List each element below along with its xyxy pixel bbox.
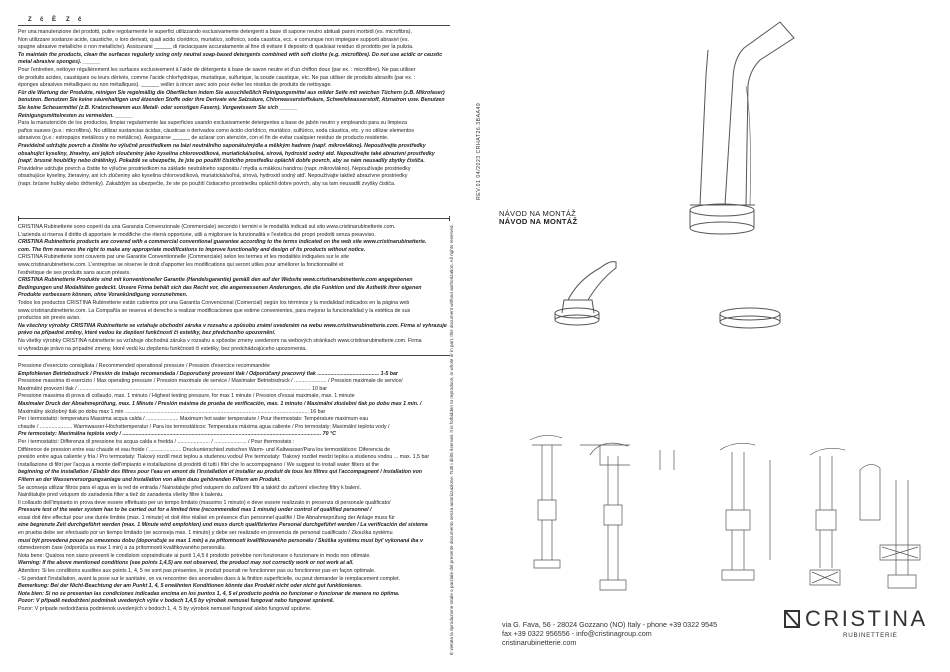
divider <box>18 218 450 219</box>
company-website[interactable]: cristinarubinetterie.com <box>502 638 577 647</box>
warranty-line: Bedingungen und Modalitäten gedeckt. Unsere Firma behält sich das Recht vor, die angemessenen Änderungen, die die Funktion und die Ästhetik ihrer eigenen <box>18 284 422 291</box>
care-line: metal abrasive sponges). ______ <box>18 59 101 66</box>
specs-line: Pre termostaty: Maximálna teplota vody / ....................................................................................................................................... 70 °C <box>18 431 336 438</box>
specs-line: en prueba debe ser efectuado por un tiempo limitado (se aconseja max. 1 minuto) y debe ser realizado en presencia de personal cualificado / Zkouška systému <box>18 530 393 537</box>
care-line: Pravidelně udržujte povrch a čistěte ho výlučně prostředkem na bázi neutrálního saponátu/mýdla a měkkým hadrem (např. mikrovlákno). Nepoužívejte prostředky <box>18 142 426 149</box>
doc-reference: REV.01 04/2023 CRHAT26.3BAA49 <box>476 102 482 200</box>
care-line: To maintain the products, clean the surfaces regularly using only neutral soap-based detergents combined with soft cloths (e.g. microfibre). Do not use acidic or caustic <box>18 51 443 58</box>
specs-line: Maximální provozní tlak / .............................................................................................................................................................. 10 bar <box>18 385 328 392</box>
company-contact: fax +39 0322 956556 - info@cristinagroup.com <box>502 629 652 638</box>
brand-logo: CRISTINA <box>805 606 928 631</box>
care-line: Für die Wartung der Produkte, reinigen Sie regelmäßig die Oberflächen indem Sie ausschließlich Reinigungsmittel aus milder Seife mit weichen Tüchern (z.B. Mikrofaser) <box>18 89 445 96</box>
warranty-line: Na všetky výrobky CRISTINA rubinetterie sa vzťahuje obchodná záruka v rozsahu a spôsobe zmeny uvedenom na webových stránkach www.cristinarubinetterie.com. Firma <box>18 337 422 344</box>
warranty-line: Produkte verbessern können, ohne Vorankündigung vorzunehmen. <box>18 292 188 299</box>
specs-line: Différence de pression entre eau chaude et eau froide / ...................... Druckunterschied zwischen Warm- und Kaltwasser/Para los termostáticos: Diferencia de <box>18 446 391 453</box>
installation-diagram-1 <box>530 435 630 568</box>
specs-line: Nota bene: Qualora non siano presenti le condizioni sopraindicate ai punti 1,4,5 il prodotto potrebbe non funzionare o funzionare in modo non ottimale. <box>18 552 371 559</box>
warranty-line: Na všechny výrobky CRISTINA Rubinetterie se vztahuje obchodní záruka v rozsahu a způsobu známí uvedeném na webu www.cristinarubinetterie.com. Firma si vyhrazuje <box>18 322 447 329</box>
technical-specs <box>18 363 450 614</box>
specs-line: chaude / ...................... Warmwasser-Höchsttemperatur / Para los termostáticos: Temperatura máxima agua caliente / Pro termostaty: Maximální teplota vody / <box>18 423 390 430</box>
warranty-line: CRISTINA Rubinetterie products are covered with a commercial conventional guarantee according to the terms indicated on the web site www.cristinarubinetterie. <box>18 239 427 246</box>
warranty-line: l'esthétique de ses produits sans aucun préavis. <box>18 269 131 276</box>
legal-note-vertical: È vietata la riproduzione totale o parziale del presente documento senza autorizzazione. Tutti i diritti riservati. It is forbidden to reproduce, in whole or in part, this document without authorization. All rights reserved. <box>449 224 454 655</box>
specs-line: Pozor: V prípade nedodržania podmienok uvedených v bodoch 1, 4, 5 by výrobok nemusel fungovať alebo fungovať správne. <box>18 606 312 612</box>
text-column <box>18 0 450 672</box>
specs-line: Pressure test of the water system has to be carried out for a limited time (recommended max 1 minute) under control of qualified personnel / <box>18 507 372 514</box>
specs-line: presión entre agua caliente y fría / Pro termostaty: Tlakový rozdíl mezi teplou a studenou vodou/ Pre termostaty: Tlakový rozdiel medzi teplou a studenou vodou ... max. 1,5 bar <box>18 454 430 461</box>
divider <box>18 355 450 356</box>
care-line: (napr. brúsne hubky alebo drôtenky). Zakaždým sa ubezpečte, že ste po použití čistiaceho prostriedku opláchli dobre povrch, aby sa tam neusadili zvyšky čističa. <box>18 180 396 187</box>
specs-line: Installazione di filtri per l'acqua a monte dell'impianto e installazione di prodotti di tutti i filtri che lo accompagnano / We suggest to install water filters at the <box>18 461 379 468</box>
header-symbol: Z <box>28 17 35 23</box>
care-line: Non utilizzare sostanze acide, caustiche, o loro derivati, quali acido cloridrico, muriatico, solforico, soda caustica, ecc. e comunque non impiegare supporti abrasivi (es. <box>18 36 409 43</box>
specs-line: Il collaudo dell'impianto in prova deve essere effettuato per un tempo limitato (massimo 1 minuto) e deve essere realizzato in presenza di personale qualificato/ <box>18 499 391 506</box>
care-line: abrasivos (p.e.: estropajos metálicos y no metálicos). Asegurarse ______ de aclarar con atención, con el fin de evitar cualquier residuo de producto residente. <box>18 135 389 142</box>
warranty-section <box>18 224 450 353</box>
specs-line: Nainštalujte pred vstupom do zariadenia filter a tiež do zariadenia všetky filtre k baleniu. <box>18 492 224 499</box>
care-line: obsahujúce kyseliny, žieraviny, ani ich zlúčeniny ako kyselina chlorovodíková, muriatická/soľná, sírová, hydroxid sodný atď. Nepoužívajte taktiež abrazívne prostriedky <box>18 173 408 180</box>
product-drawings <box>520 0 945 600</box>
warranty-line: com. The firm reserves the right to make any appropriate modifications to improve functionality and design of its products without notice. <box>18 246 366 253</box>
care-line: éponges abrasives métalliques ou non métalliques). ______ veiller à rincer avec soin pour éviter les résidus de produits de nettoyage. <box>18 82 332 89</box>
manual-title-sk: NÁVOD NA MONTÁŽ <box>499 217 578 226</box>
base-drawing <box>720 308 780 328</box>
spout-drawing <box>690 22 794 234</box>
installation-diagram-4 <box>810 448 920 588</box>
care-line: benutzen. Benutzen Sie keine säurehaltigen und ätzenden Stoffe oder ihre Derivate wie Salzsäure, Chlorwasserstoffsäure, Schwefelwasserstoff, Ätznatron usw. Benutzen <box>18 97 445 104</box>
manual-title-cz: NÁVOD NA MONTÁŽ <box>499 209 577 218</box>
specs-line: Pozor: V případě nedodržení podmínek uvedených výše v bodech 1,4,5 by výrobek nemusel fungovat nebo fungovat správně. <box>18 598 335 605</box>
divider <box>18 25 450 26</box>
specs-line: Bemerkung: Bei der Nicht-Beachtung der am Punkt 1, 4, 5 erwähnten Konditionen könnte das Produkt nicht oder nicht gut funktionieren. <box>18 583 363 590</box>
specs-line: beginning of the installation / Etablir des filtres pour l'eau en amont de l'installation et installer au produit de tous les filtres qui l'accompagnent / Installation von <box>18 469 423 476</box>
specs-line: Pressione massima di esercizio / Max operating pressure / Pression maximale de service / Maximaler Betriebsdruck / ...................... / Pression maximale de service/ <box>18 378 403 385</box>
header-symbol: č <box>78 17 85 23</box>
specs-line: eine begrenzte Zeit durchgeführt werden (max. 1 Minute wird empfohlen) und muss durch qualifiziertes Personal durchgeführt werden / La verificación del sistema <box>18 522 428 529</box>
specs-line: obmedzenom čase (odporúča sa max 1 min) a za prítomnosti kvalifikovaného personálu. <box>18 545 226 552</box>
care-line: obsahující kyseliny, žíraviny, ani jejich sloučeniny jako kyselina chlorovodíková, muriatická/solná, sírová, hydroxid sodný atd. Nepoužívejte také abrazivní prostředky <box>18 150 435 157</box>
care-line: Pravidelne udržujte povrch a čistite ho výlučne prostriedkom na základe neutrálneho saponátu / mydla a mäkkou handrou (napr. mikrovlákno). Nepoužívajte prostriedky <box>18 165 411 172</box>
care-line: de produits acides, caustiques ou leurs dérivés, comme l'acide chlorhydrique, muriatique, sulfurique, la soude caustique, etc. Ne pas utiliser de produits abrasifs (par ex. : <box>18 74 416 81</box>
specs-line: essai doit être effectué pour une durée limitée (max. 1 minute) et doit être réalisé en présence d'un personnel qualifié / Die Abnahmeprüfung der Anlage muss für <box>18 514 395 521</box>
specs-line: Pressione d'esercizio consigliata / Recommended operational pressure / Pression d'exercice recommandée <box>18 363 270 369</box>
specs-line: musí být provedená pouze po omezenou dobu (doporučuje se max 1 min) a za přítomnosti kvalifikovaného personálu / Skúška systému musí byť vykonaná iba v <box>18 537 423 544</box>
cristina-logo-icon <box>783 609 801 629</box>
care-line: Sie keine Scheuermittel (z.B. Kratzschwamm aus Metall- oder sonstigen Fasern). Vergewissern Sie sich ______ <box>18 104 298 111</box>
specs-line: Maximálny skúšobný tlak po dobu max 1 min ............................................................................................................................. 16 bar <box>18 408 326 415</box>
header-symbol: Ĕ <box>52 17 60 23</box>
header-symbol: Z <box>66 17 73 23</box>
specs-line: Per i termostatici: Differenza di pressione tra acqua calda e fredda / ...................... / ...................... / Pour thermostats : <box>18 438 295 445</box>
specs-line: Maximaler Druck der Abnahmeprüfung, max. 1 Minute / Presión máxima de prueba de verificación, max. 1 minuto / Maximální zkušební tlak po dobu max 1 min. / <box>18 400 422 407</box>
warranty-line: právo na případné změny, které vedou ke zlepšení funkčnosti či estetiky, bez předchozího upozornění. <box>18 330 276 337</box>
warranty-line: si vyhradzuje právo na prípadné zmeny, ktoré vedú ku zlepšeniu funkčnosti či estetiky, bez predchádzajúceho upozornenia. <box>18 345 307 352</box>
warranty-line: www.cristinarubinetterie.com. La Compañía se reserva el derecho a realizar modificaciones que estime convenientes, para mejorar la funcionalidad y la estética de sus <box>18 307 411 314</box>
company-address: via G. Fava, 56 - 28024 Gozzano (NO) Italy - phone +39 0322 9545 <box>502 620 718 629</box>
specs-line: Pressione massima di prova di collaudo, max. 1 minuto / Highest testing pressure, for max 1 minute / Pression d'essai maximale, max. 1 minute <box>18 393 355 400</box>
specs-line: Warning: If the above mentioned conditions (see points 1,4,5) are not observed, the product may not correctly work or not work at all. <box>18 560 354 567</box>
specs-line: Nota bien: Si no se presentan las condiciones indicadas encima en los puntos 1, 4, 5 el producto podría no funcionar o funcionar de manera no óptima. <box>18 590 400 597</box>
care-line: paños suaves (p.e.: microfibra). No utilizar sustancias ácidas, cáusticas o derivados como ácido clorídrico, muriático, sulfúrico, soda cáustica, etc. y no utilizar elementos <box>18 127 414 134</box>
specs-line: Empfohlenen Betriebsdruck / Presión de trabajo recomendada / Doporučený provozní tlak / Odporúčaný pracovný tlak .......................................... 1-5 bar <box>18 370 398 377</box>
warranty-line: CRISTINA Rubinetterie sono coperti da una Garanzia Convenzionale (Commerciale) secondo i termini e le modalità indicati sul sito www.cristinarubinetterie.com. <box>18 224 396 230</box>
care-line: spugne abrasive metalliche o non metalliche). Assicurarsi ______ di risciacquare accuratamente al fine di evitare il deposito di qualsiasi residuo di prodotto per la pulizia. <box>18 44 414 51</box>
handle-drawing <box>555 262 616 325</box>
care-line: (např. brusné houbičky nebo drátěnky). Pokaždé se ubezpečte, že jste po použití čisticího prostředku opláchli dobře povrch, aby se nám neusadily zbytky čističa. <box>18 158 425 165</box>
care-line: Pour l'entretien, nettoyer régulièrement les surfaces exclusivement à l'aide de détergents à base de savon neutre et d'un chiffon doux (par ex. : microfibre). Ne pas utiliser <box>18 66 416 73</box>
warranty-line: www.cristinarubinetterie.com. L'entreprise se réserve le droit d'apporter les modifications qui seront utiles pour améliorer la fonctionnalité et <box>18 261 344 268</box>
care-line: Per una manutenzione dei prodotti, pulire regolarmente le superfici utilizzando esclusivamente detergenti a base di sapone neutro abituali panni morbidi (es. microfibra). <box>18 29 412 35</box>
warranty-line: productos sin previo aviso. <box>18 315 81 322</box>
care-line: Para la manutención de los productos, limpiar regularmente las superficies usando exclusivamente detergentes a base de jabón neutro y empleando para su limpieza <box>18 120 407 127</box>
installation-diagram-3 <box>720 443 770 580</box>
warranty-line: CRISTINA Rubinetterie Produkte sind mit konventioneller Garantie (Handelsgarantie) gemäß den auf der Website www.cristinarubinetterie.com angegebenen <box>18 277 413 284</box>
specs-line: Attention: Si les conditions susdites aux points 1, 4, 5 ne sont pas présentes, le produit pourrait ne fonctionner pas ou fonctionner pas en façon optimale. <box>18 568 376 575</box>
warranty-line: Todos los productos CRISTINA Rubinetterie están cubiertos por una Garantía Convencional (Comercial) según los términos y la modalidad indicados en la página web <box>18 299 410 306</box>
specs-line: Per i termostatici: temperatura Massima acqua calda / ...................... Maximum hot water temperature / Pour thermostats: Température maximum eau <box>18 416 369 423</box>
specs-line: - Si pendant l'installation, avant la pose sur le sanitaire, on va rencontrer des anomalies dues à la finition superficielle, ou peut demander le remplacement complet. <box>18 575 401 582</box>
warranty-line: L'azienda si riserva il diritto di apportare le modifiche che riterrà opportune, utili a migliorare la funzionalità e l'estetica dei propri prodotti senza preavviso. <box>18 231 376 238</box>
care-line: Reinigungsmittelresten zu vermeiden. ______ <box>18 112 133 119</box>
specs-line: Filtern an der Wasserversorgungsanlage und Installation von allen dazu gehörenden Filtern am Produkt. <box>18 476 281 483</box>
header-symbol: č <box>40 17 47 23</box>
brand-subtitle: RUBINETTERIE <box>843 632 898 639</box>
warranty-line: CRISTINA Rubinetterie sont couverts par une Garantie Conventionnelle (Commerciale) selon les termes et les modalités indiquées sur le site <box>18 254 349 261</box>
care-instructions <box>18 29 450 188</box>
specs-line: Se aconseja utilizar filtros para el agua en la red de entrada / Nainstalujte před vstupem do zařízení filtr a taktéž do zařízení všechny filtry k balení. <box>18 484 362 491</box>
